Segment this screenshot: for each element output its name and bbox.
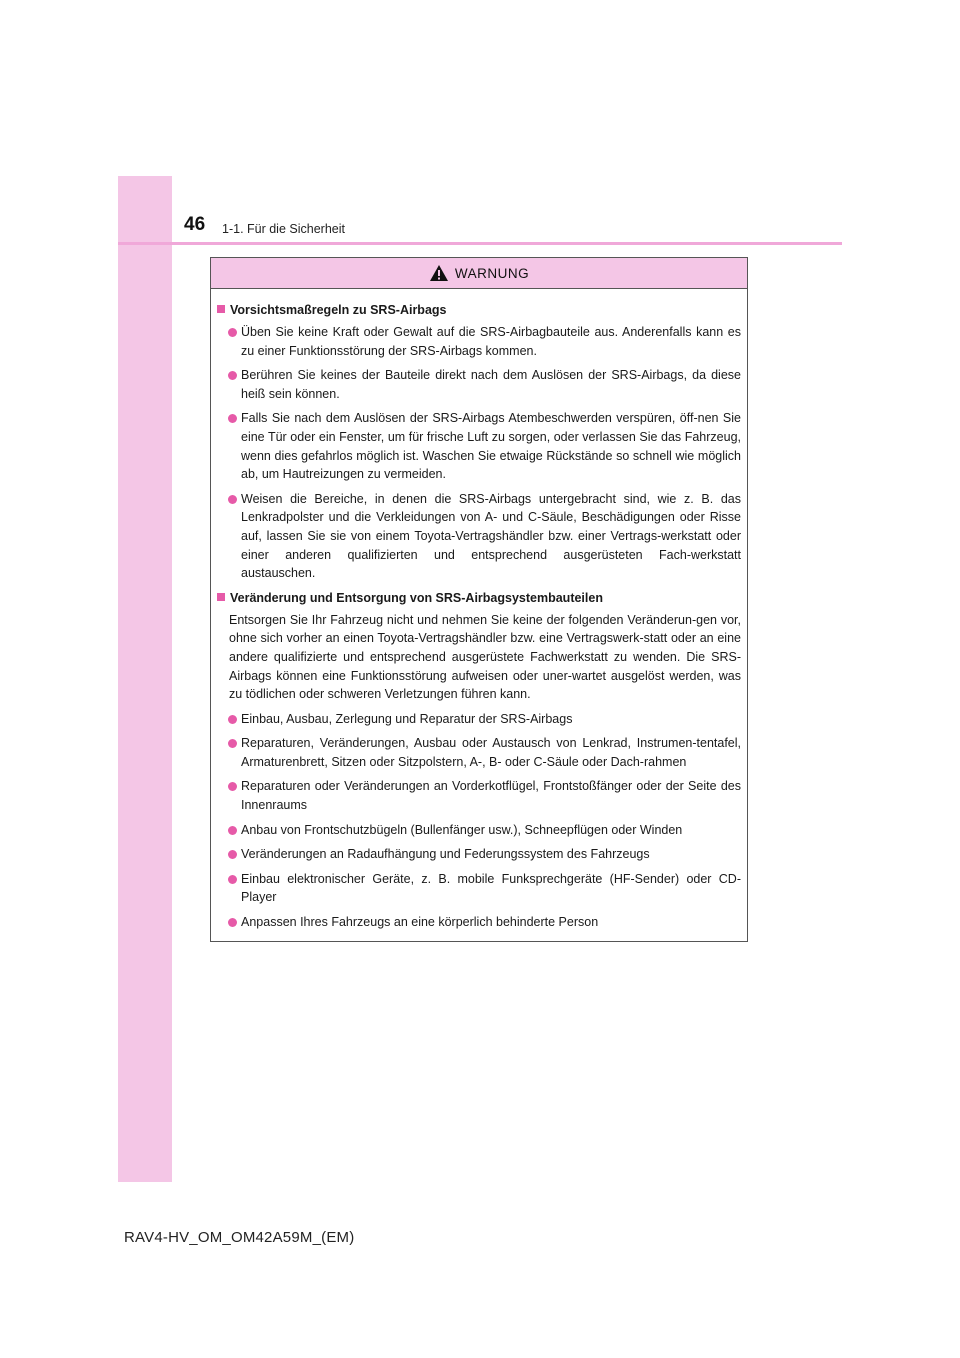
list-item-text: Reparaturen oder Veränderungen an Vorderkotflügel, Frontstoßfänger oder der Seite des Innenraums [241,779,741,813]
list-item [217,366,741,403]
list-item [217,734,741,771]
list-item [217,490,741,583]
list-item [217,845,741,864]
list-item-text: Üben Sie keine Kraft oder Gewalt auf die SRS-Airbagbauteile aus. Anderenfalls kann es zu einer Funktionsstörung der SRS-Airbags kommen. [241,325,741,358]
section-heading-text: Vorsichtsmaßregeln zu SRS-Airbags [230,303,447,317]
section-paragraph: Entsorgen Sie Ihr Fahrzeug nicht und nehmen Sie keine der folgenden Veränderun-gen vor, ohne sich vorher an einen Toyota-Vertragshändler bzw. eine Vertragswerk-statt oder an eine andere qualifizierte und entsprechend ausgerüstete Fachwerkstatt zu wenden. Die SRS-Airbags können eine Funktionsstörung aufweisen oder uner-wartet ausgelöst werden, was zu tödlichen oder schweren Verletzungen führen kann. [229,612,741,702]
list-item [217,409,741,483]
section-heading [217,589,741,607]
bullet-dot-icon [228,371,237,380]
list-item-text: Falls Sie nach dem Auslösen der SRS-Airbags Atembeschwerden verspüren, öff-nen Sie eine Tür oder ein Fenster, um für frische Luft zu sorgen, oder verlassen Sie das Fahrzeug, wenn dies gefahrlos möglich ist. Waschen Sie etwaige Rückstände so schnell wie möglich ab, um Hautreizungen zu vermeiden. [241,411,741,482]
list-item [217,710,741,729]
list-item [217,323,741,360]
page-number: 46 [184,214,206,235]
list-item [217,821,741,840]
warning-body [211,289,747,932]
square-bullet-icon [217,593,225,601]
bullet-dot-icon [228,782,237,791]
bullet-dot-icon [228,850,237,859]
bullet-dot-icon [228,826,237,835]
side-tab-band [118,176,172,1182]
list-item-text: Anbau von Frontschutzbügeln (Bullenfänger usw.), Schneepflügen oder Winden [241,822,683,837]
list-item-text: Weisen die Bereiche, in denen die SRS-Airbags untergebracht sind, wie z. B. das Lenkradpolster und die Verkleidungen von A- und C-Säule, Beschädigungen oder Risse auf, lassen Sie sie von einem Toyota-Vertragshändler bzw. einer Vertrags-werkstatt oder einer anderen qualifizierten und entsprechend ausgerüsteten Fach-werkstatt austauschen. [241,491,741,581]
section-title: 1-1. Für die Sicherheit [222,222,345,236]
list-item [217,777,741,814]
bullet-dot-icon [228,739,237,748]
list-item-text: Veränderungen an Radaufhängung und Federungssystem des Fahrzeugs [241,847,650,862]
list-item-text: Berühren Sie keines der Bauteile direkt nach dem Auslösen der SRS-Airbags, da diese heiß sein können. [241,368,741,401]
list-item-text: Anpassen Ihres Fahrzeugs an eine körperlich behinderte Person [241,915,599,930]
warning-triangle-icon [429,264,449,282]
square-bullet-icon [217,305,225,313]
list-item-text: Einbau elektronischer Geräte, z. B. mobile Funksprechgeräte (HF-Sender) oder CD-Player [241,871,741,905]
warning-box [210,257,748,942]
list-item [217,870,741,907]
section-heading-text: Veränderung und Entsorgung von SRS-Airbagsystembauteilen [230,590,603,605]
warning-header [211,258,747,289]
header-rule [118,242,842,245]
document-code: RAV4-HV_OM_OM42A59M_(EM) [124,1229,355,1246]
bullet-dot-icon [228,414,237,423]
warning-label: WARNUNG [454,265,530,281]
bullet-dot-icon [228,715,237,724]
bullet-dot-icon [228,495,237,504]
list-item-text: Einbau, Ausbau, Zerlegung und Reparatur der SRS-Airbags [241,711,573,726]
list-item-text: Reparaturen, Veränderungen, Ausbau oder Austausch von Lenkrad, Instrumen-tentafel, Armaturenbrett, Sitzen oder Sitzpolstern, A-, B- oder C-Säule oder Dach-rahmen [241,736,741,769]
bullet-dot-icon [228,875,237,884]
list-item [217,913,741,932]
bullet-dot-icon [228,328,237,337]
bullet-dot-icon [228,918,237,927]
section-heading [217,301,741,319]
